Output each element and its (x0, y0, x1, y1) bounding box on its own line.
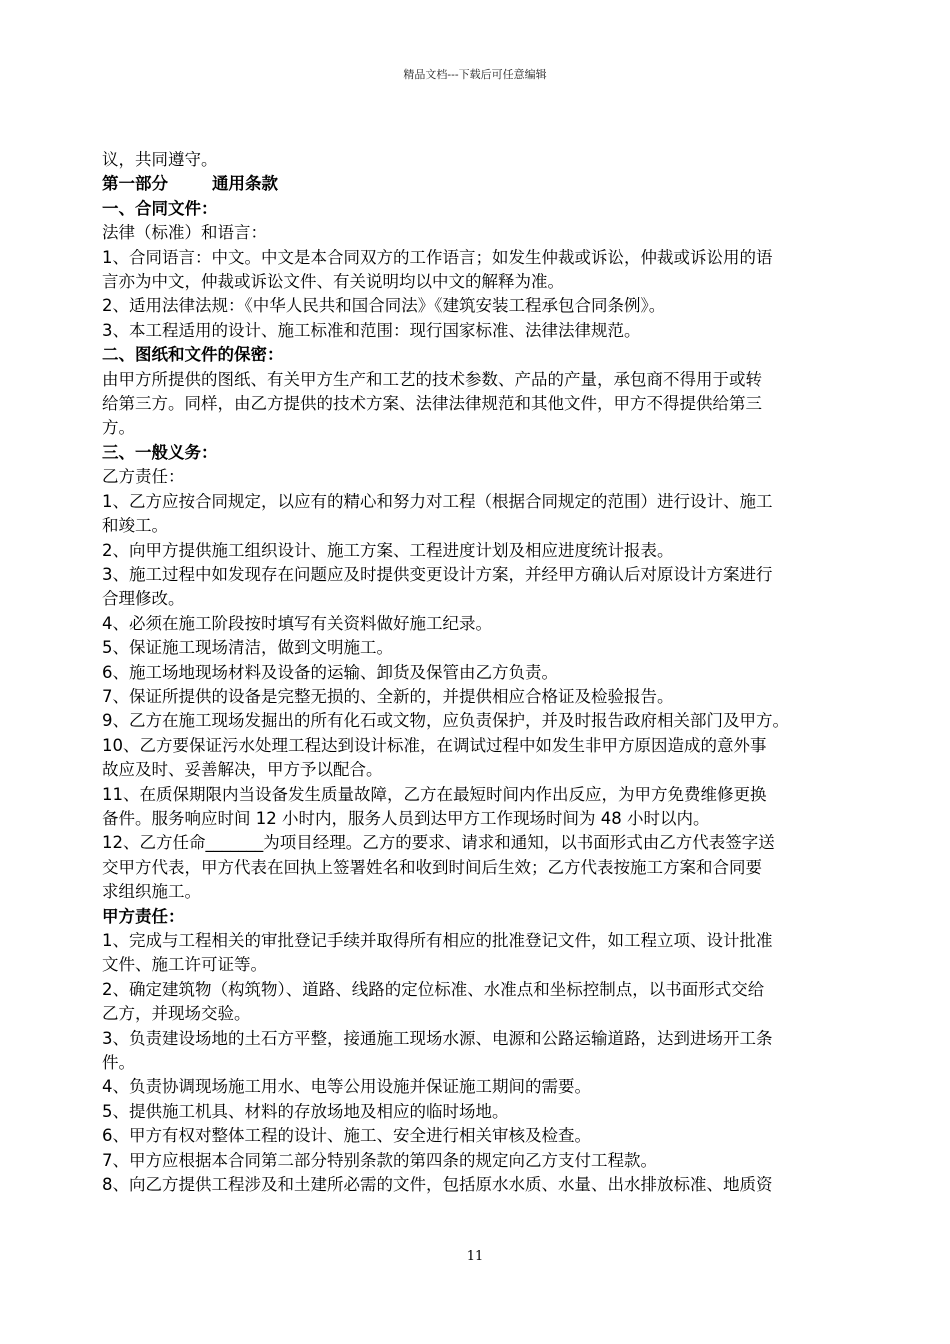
text-line (102, 709, 842, 733)
line-text: 由甲方所提供的图纸、有关甲方生产和工艺的技术参数、产品的产量，承包商不得用于或转 (102, 369, 762, 389)
line-text: 三、一般义务： (102, 442, 218, 462)
line-text: 6、甲方有权对整体工程的设计、施工、安全进行相关审核及检查。 (102, 1126, 591, 1146)
line-text: 4、必须在施工阶段按时填写有关资料做好施工纪录。 (102, 613, 492, 633)
section-heading (102, 197, 842, 221)
text-line (102, 270, 842, 294)
line-text: 2、适用法律法规：《中华人民共和国合同法》《建筑安装工程承包合同条例》。 (102, 296, 666, 316)
line-text: 合理修改。 (102, 589, 185, 609)
text-line (102, 221, 842, 245)
line-text: 故应及时、妥善解决，甲方予以配合。 (102, 760, 383, 780)
line-text: 3、负责建设场地的土石方平整，接通施工现场水源、电源和公路运输道路，达到进场开工条 (102, 1028, 773, 1048)
document-body (102, 148, 842, 1197)
text-line (102, 1051, 842, 1075)
text-line (102, 734, 842, 758)
text-line (102, 880, 842, 904)
text-line (102, 783, 842, 807)
line-text: 乙方责任： (102, 467, 185, 487)
page-number: 11 (466, 1249, 484, 1264)
text-line (102, 953, 842, 977)
text-line (102, 392, 842, 416)
text-line (102, 148, 842, 172)
line-text: 言亦为中文，仲裁或诉讼文件、有关说明均以中文的解释为准。 (102, 272, 564, 292)
text-line (102, 612, 842, 636)
text-line (102, 1002, 842, 1026)
line-text: 件。 (102, 1053, 135, 1073)
text-line (102, 636, 842, 660)
text-line (102, 1100, 842, 1124)
text-line (102, 856, 842, 880)
line-text: 8、向乙方提供工程涉及和土建所必需的文件，包括原水水质、水量、出水排放标准、地质资 (102, 1175, 773, 1195)
text-line (102, 587, 842, 611)
line-text: 甲方责任： (102, 906, 185, 926)
line-text: 9、乙方在施工现场发掘出的所有化石或文物，应负责保护，并及时报告政府相关部门及甲方。 (102, 711, 789, 731)
line-text: 和竣工。 (102, 516, 168, 536)
line-text: 法律（标准）和语言： (102, 223, 267, 243)
text-line (102, 294, 842, 318)
text-line (102, 1149, 842, 1173)
text-line (102, 563, 842, 587)
line-text: 议，共同遵守。 (102, 150, 218, 169)
section-heading (102, 343, 842, 367)
text-line (102, 465, 842, 489)
line-text: 12、乙方任命_______为项目经理。乙方的要求、请求和通知，以书面形式由乙方代表签字送 (102, 833, 775, 853)
line-text-secondary: 通用条款 (212, 174, 278, 194)
line-text: 1、合同语言：中文。中文是本合同双方的工作语言；如发生仲裁或诉讼，仲裁或诉讼用的语 (102, 247, 773, 267)
line-text: 10、乙方要保证污水处理工程达到设计标准，在调试过程中如发生非甲方原因造成的意外事 (102, 735, 767, 755)
text-line (102, 661, 842, 685)
text-line (102, 929, 842, 953)
text-line (102, 490, 842, 514)
text-line (102, 416, 842, 440)
line-text: 一、合同文件： (102, 198, 218, 218)
text-line (102, 758, 842, 782)
line-text: 第一部分 (102, 174, 168, 194)
section-heading (102, 172, 842, 196)
line-text: 备件。服务响应时间 12 小时内，服务人员到达甲方工作现场时间为 48 小时以内。 (102, 808, 710, 828)
text-line (102, 1173, 842, 1197)
line-text: 二、图纸和文件的保密： (102, 345, 284, 365)
line-text: 2、向甲方提供施工组织设计、施工方案、工程进度计划及相应进度统计报表。 (102, 540, 674, 560)
text-line (102, 831, 842, 855)
line-text: 方。 (102, 418, 135, 438)
text-line (102, 246, 842, 270)
line-text: 5、提供施工机具、材料的存放场地及相应的临时场地。 (102, 1101, 509, 1121)
line-text: 5、保证施工现场清洁，做到文明施工。 (102, 638, 393, 658)
text-line (102, 1075, 842, 1099)
line-text: 2、确定建筑物（构筑物）、道路、线路的定位标准、水准点和坐标控制点，以书面形式交给 (102, 979, 765, 999)
line-text: 乙方，并现场交验。 (102, 1004, 251, 1024)
text-line (102, 685, 842, 709)
line-text: 求组织施工。 (102, 882, 201, 902)
line-text: 7、保证所提供的设备是完整无损的、全新的，并提供相应合格证及检验报告。 (102, 686, 674, 706)
text-line (102, 368, 842, 392)
section-heading (102, 441, 842, 465)
line-text: 交甲方代表，甲方代表在回执上签署姓名和收到时间后生效；乙方代表按施工方案和合同要 (102, 857, 762, 877)
text-line (102, 1124, 842, 1148)
section-heading (102, 905, 842, 929)
text-line (102, 978, 842, 1002)
line-text: 给第三方。同样，由乙方提供的技术方案、法律法律规范和其他文件，甲方不得提供给第三 (102, 394, 762, 414)
text-line (102, 319, 842, 343)
line-text: 11、在质保期限内当设备发生质量故障，乙方在最短时间内作出反应，为甲方免费维修更换 (102, 784, 767, 804)
line-text: 6、施工场地现场材料及设备的运输、卸货及保管由乙方负责。 (102, 662, 558, 682)
line-text: 3、施工过程中如发现存在问题应及时提供变更设计方案，并经甲方确认后对原设计方案进行 (102, 564, 773, 584)
line-text: 4、负责协调现场施工用水、电等公用设施并保证施工期间的需要。 (102, 1077, 591, 1097)
page-header: 精品文档---下载后可任意编辑 (403, 68, 547, 81)
line-text: 1、乙方应按合同规定，以应有的精心和努力对工程（根据合同规定的范围）进行设计、施工 (102, 491, 773, 511)
line-text: 7、甲方应根据本合同第二部分特别条款的第四条的规定向乙方支付工程款。 (102, 1150, 657, 1170)
text-line (102, 514, 842, 538)
text-line (102, 1027, 842, 1051)
line-text: 文件、施工许可证等。 (102, 955, 267, 975)
text-line (102, 807, 842, 831)
line-text: 3、本工程适用的设计、施工标准和范围：现行国家标准、法律法律规范。 (102, 320, 641, 340)
text-line (102, 539, 842, 563)
line-text: 1、完成与工程相关的审批登记手续并取得所有相应的批准登记文件，如工程立项、设计批准 (102, 931, 773, 950)
